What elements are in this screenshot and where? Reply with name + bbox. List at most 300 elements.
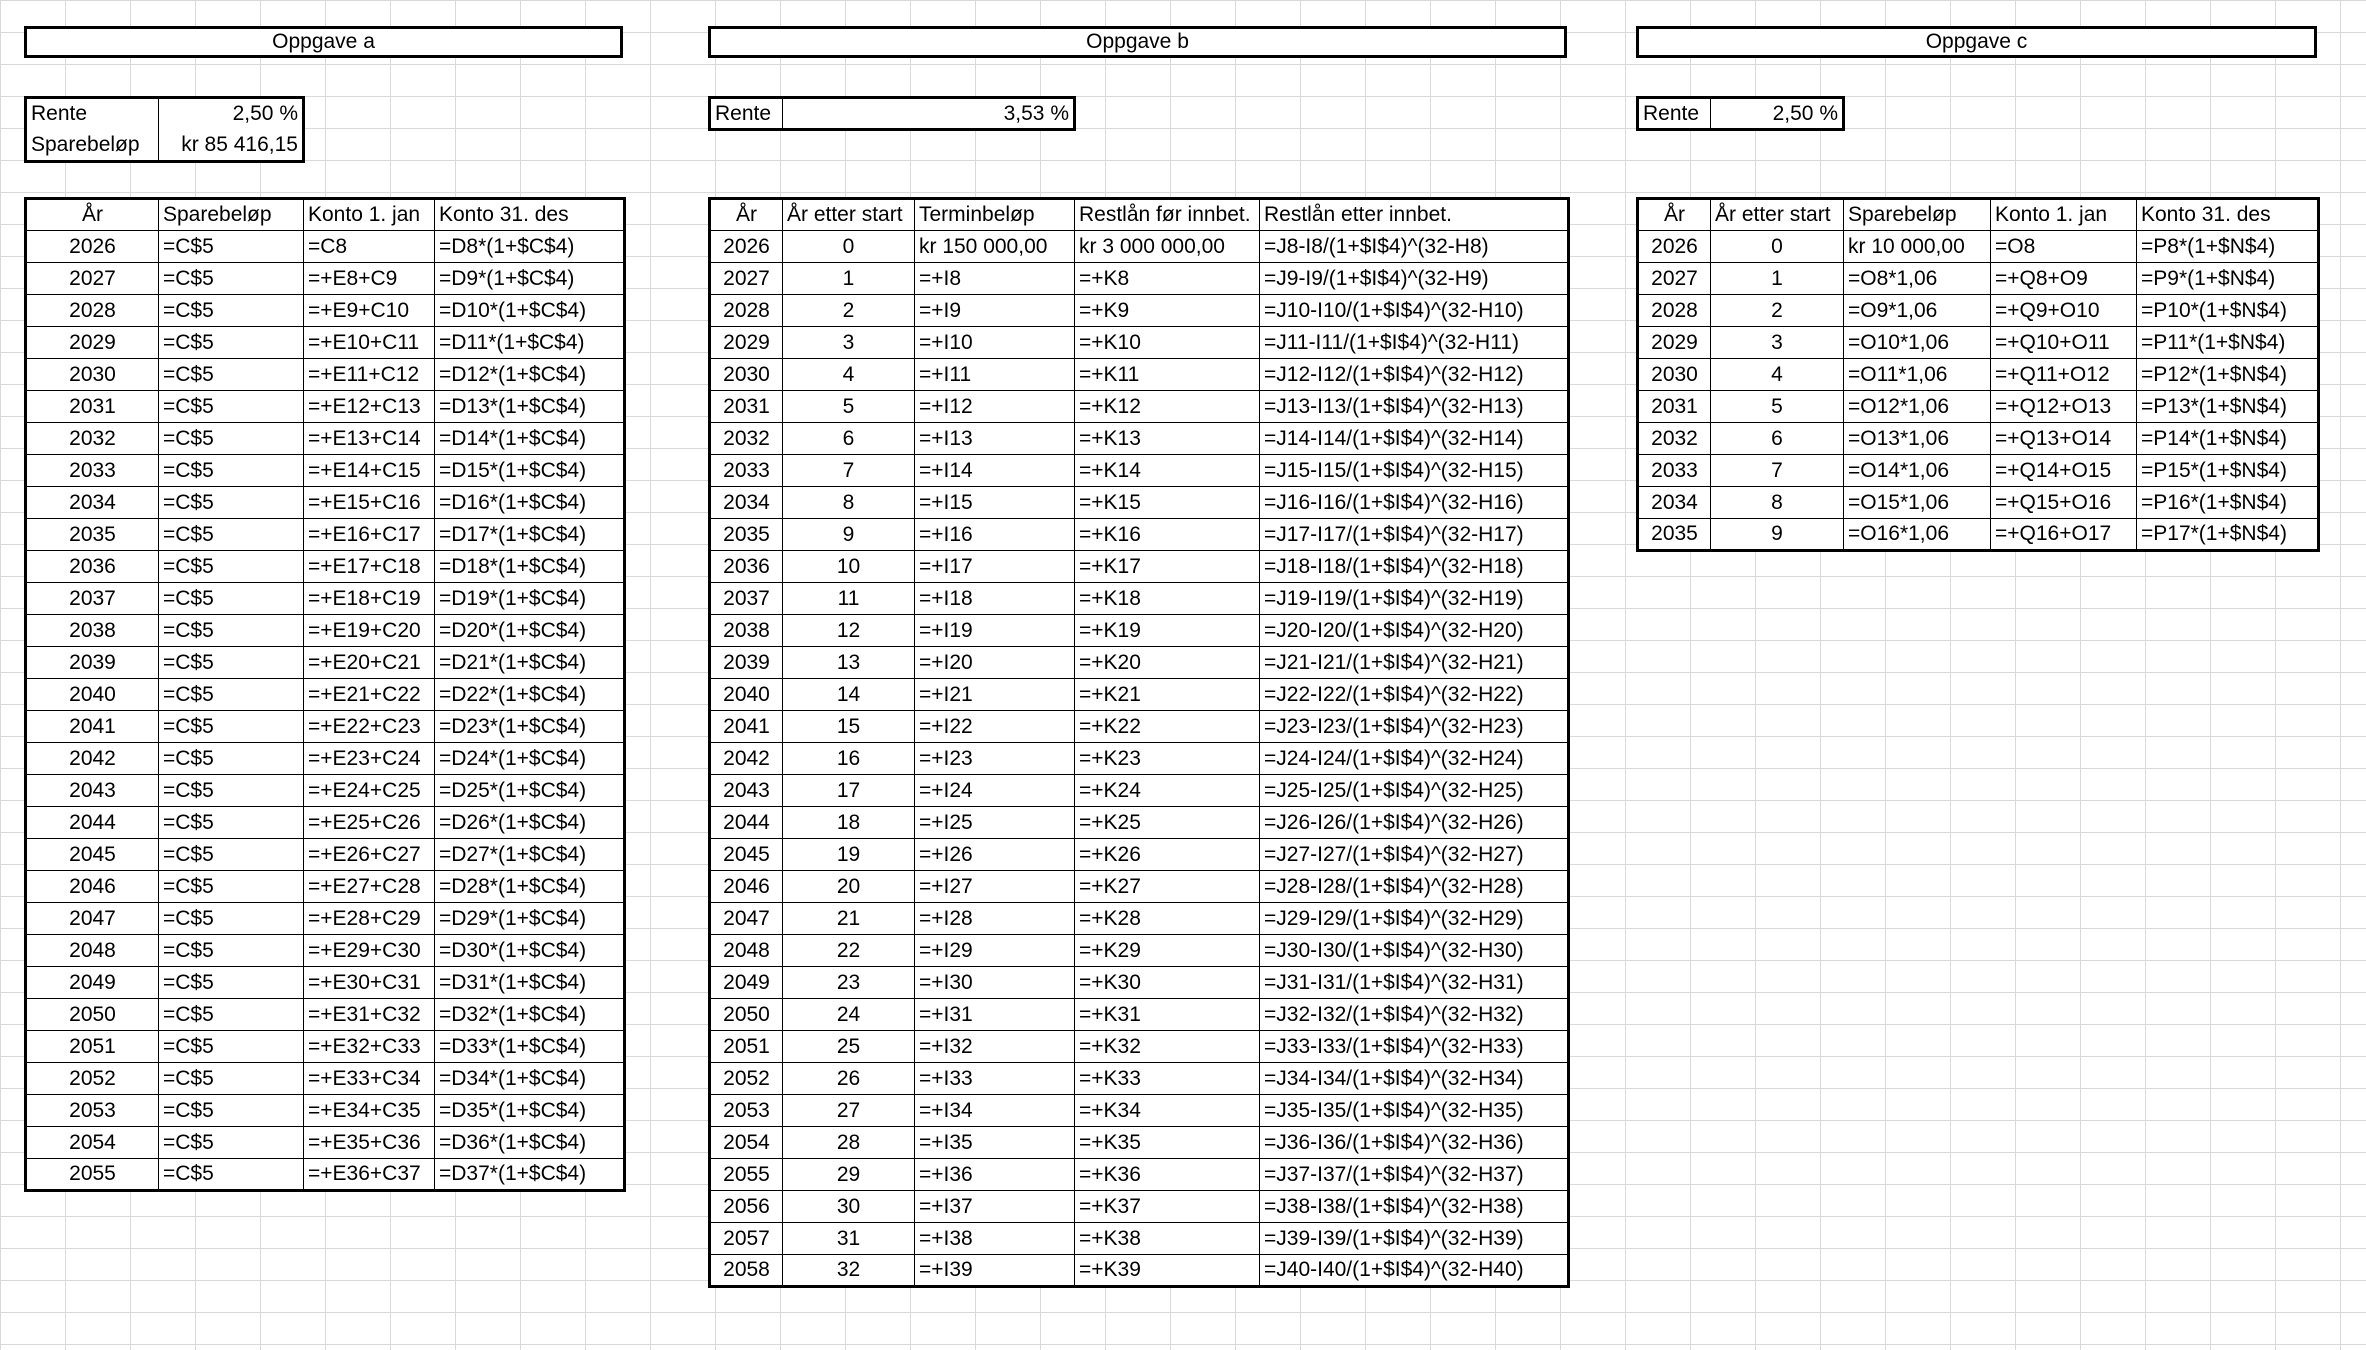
table-cell[interactable]: =+E32+C33 bbox=[304, 1031, 435, 1063]
year-cell[interactable]: 2034 bbox=[710, 487, 783, 519]
table-cell[interactable]: 0 bbox=[1711, 231, 1844, 263]
table-cell[interactable]: =+I20 bbox=[915, 647, 1075, 679]
table-cell[interactable]: =+K19 bbox=[1075, 615, 1260, 647]
table-cell[interactable]: =+K39 bbox=[1075, 1255, 1260, 1287]
table-cell[interactable]: 4 bbox=[1711, 359, 1844, 391]
column-header[interactable]: Konto 31. des bbox=[435, 199, 625, 231]
table-cell[interactable]: =J18-I18/(1+$I$4)^(32-H18) bbox=[1260, 551, 1569, 583]
year-cell[interactable]: 2035 bbox=[26, 519, 159, 551]
table-cell[interactable]: =+E21+C22 bbox=[304, 679, 435, 711]
table-cell[interactable]: =D11*(1+$C$4) bbox=[435, 327, 625, 359]
table-cell[interactable]: =+I10 bbox=[915, 327, 1075, 359]
table-cell[interactable]: 23 bbox=[783, 967, 915, 999]
year-cell[interactable]: 2034 bbox=[1638, 487, 1711, 519]
table-cell[interactable]: =+I39 bbox=[915, 1255, 1075, 1287]
table-cell[interactable]: =+E22+C23 bbox=[304, 711, 435, 743]
year-cell[interactable]: 2041 bbox=[710, 711, 783, 743]
table-cell[interactable]: 1 bbox=[1711, 263, 1844, 295]
year-cell[interactable]: 2053 bbox=[26, 1095, 159, 1127]
table-cell[interactable]: 3 bbox=[1711, 327, 1844, 359]
table-cell[interactable]: =+E36+C37 bbox=[304, 1159, 435, 1191]
table-cell[interactable]: =+K34 bbox=[1075, 1095, 1260, 1127]
table-cell[interactable]: =P16*(1+$N$4) bbox=[2137, 487, 2319, 519]
year-cell[interactable]: 2049 bbox=[710, 967, 783, 999]
table-cell[interactable]: 16 bbox=[783, 743, 915, 775]
param-value[interactable]: 2,50 % bbox=[159, 98, 304, 130]
table-cell[interactable]: =O9*1,06 bbox=[1844, 295, 1991, 327]
column-header[interactable]: Restlån før innbet. bbox=[1075, 199, 1260, 231]
table-cell[interactable]: =C$5 bbox=[159, 743, 304, 775]
year-cell[interactable]: 2032 bbox=[1638, 423, 1711, 455]
year-cell[interactable]: 2038 bbox=[710, 615, 783, 647]
table-cell[interactable]: =C$5 bbox=[159, 519, 304, 551]
table-cell[interactable]: =+K12 bbox=[1075, 391, 1260, 423]
year-cell[interactable]: 2026 bbox=[26, 231, 159, 263]
table-cell[interactable]: =O14*1,06 bbox=[1844, 455, 1991, 487]
param-value[interactable]: kr 85 416,15 bbox=[159, 130, 304, 162]
year-cell[interactable]: 2033 bbox=[26, 455, 159, 487]
column-header[interactable]: Konto 31. des bbox=[2137, 199, 2319, 231]
table-cell[interactable]: =+K15 bbox=[1075, 487, 1260, 519]
column-header-year[interactable]: År bbox=[26, 199, 159, 231]
table-cell[interactable]: =+I9 bbox=[915, 295, 1075, 327]
table-cell[interactable]: =+I28 bbox=[915, 903, 1075, 935]
year-cell[interactable]: 2026 bbox=[710, 231, 783, 263]
year-cell[interactable]: 2052 bbox=[710, 1063, 783, 1095]
table-cell[interactable]: =+I8 bbox=[915, 263, 1075, 295]
table-cell[interactable]: =+Q11+O12 bbox=[1991, 359, 2137, 391]
table-cell[interactable]: =C$5 bbox=[159, 455, 304, 487]
table-cell[interactable]: =C$5 bbox=[159, 263, 304, 295]
year-cell[interactable]: 2036 bbox=[710, 551, 783, 583]
column-header[interactable]: År etter start bbox=[783, 199, 915, 231]
table-cell[interactable]: 17 bbox=[783, 775, 915, 807]
column-header[interactable]: Restlån etter innbet. bbox=[1260, 199, 1569, 231]
table-cell[interactable]: =+K9 bbox=[1075, 295, 1260, 327]
table-cell[interactable]: =J9-I9/(1+$I$4)^(32-H9) bbox=[1260, 263, 1569, 295]
table-cell[interactable]: =+E17+C18 bbox=[304, 551, 435, 583]
year-cell[interactable]: 2055 bbox=[26, 1159, 159, 1191]
table-cell[interactable]: =D14*(1+$C$4) bbox=[435, 423, 625, 455]
table-cell[interactable]: =C8 bbox=[304, 231, 435, 263]
table-cell[interactable]: 18 bbox=[783, 807, 915, 839]
table-cell[interactable]: =+E11+C12 bbox=[304, 359, 435, 391]
table-cell[interactable]: =+K22 bbox=[1075, 711, 1260, 743]
table-cell[interactable]: =+Q10+O11 bbox=[1991, 327, 2137, 359]
table-cell[interactable]: =D17*(1+$C$4) bbox=[435, 519, 625, 551]
table-cell[interactable]: =J13-I13/(1+$I$4)^(32-H13) bbox=[1260, 391, 1569, 423]
table-cell[interactable]: =D8*(1+$C$4) bbox=[435, 231, 625, 263]
table-cell[interactable]: =+K38 bbox=[1075, 1223, 1260, 1255]
table-cell[interactable]: =C$5 bbox=[159, 423, 304, 455]
table-cell[interactable]: =+Q9+O10 bbox=[1991, 295, 2137, 327]
table-cell[interactable]: =+I17 bbox=[915, 551, 1075, 583]
table-cell[interactable]: =+Q12+O13 bbox=[1991, 391, 2137, 423]
table-cell[interactable]: =P15*(1+$N$4) bbox=[2137, 455, 2319, 487]
table-cell[interactable]: =D24*(1+$C$4) bbox=[435, 743, 625, 775]
table-cell[interactable]: =+K8 bbox=[1075, 263, 1260, 295]
table-cell[interactable]: =+I15 bbox=[915, 487, 1075, 519]
year-cell[interactable]: 2042 bbox=[710, 743, 783, 775]
table-cell[interactable]: =+K25 bbox=[1075, 807, 1260, 839]
table-cell[interactable]: =C$5 bbox=[159, 999, 304, 1031]
table-cell[interactable]: =D37*(1+$C$4) bbox=[435, 1159, 625, 1191]
year-cell[interactable]: 2055 bbox=[710, 1159, 783, 1191]
year-cell[interactable]: 2054 bbox=[26, 1127, 159, 1159]
year-cell[interactable]: 2027 bbox=[1638, 263, 1711, 295]
table-cell[interactable]: =P13*(1+$N$4) bbox=[2137, 391, 2319, 423]
table-cell[interactable]: =+I11 bbox=[915, 359, 1075, 391]
table-cell[interactable]: =O16*1,06 bbox=[1844, 519, 1991, 551]
table-cell[interactable]: =C$5 bbox=[159, 903, 304, 935]
table-cell[interactable]: =J35-I35/(1+$I$4)^(32-H35) bbox=[1260, 1095, 1569, 1127]
year-cell[interactable]: 2050 bbox=[710, 999, 783, 1031]
table-cell[interactable]: 8 bbox=[783, 487, 915, 519]
table-cell[interactable]: =+I14 bbox=[915, 455, 1075, 487]
table-cell[interactable]: =+E18+C19 bbox=[304, 583, 435, 615]
table-cell[interactable]: =J23-I23/(1+$I$4)^(32-H23) bbox=[1260, 711, 1569, 743]
column-header[interactable]: Konto 1. jan bbox=[1991, 199, 2137, 231]
year-cell[interactable]: 2051 bbox=[710, 1031, 783, 1063]
table-cell[interactable]: =C$5 bbox=[159, 711, 304, 743]
section-b-title[interactable]: Oppgave b bbox=[708, 26, 1567, 58]
table-cell[interactable]: =+I37 bbox=[915, 1191, 1075, 1223]
year-cell[interactable]: 2044 bbox=[710, 807, 783, 839]
table-cell[interactable]: =J37-I37/(1+$I$4)^(32-H37) bbox=[1260, 1159, 1569, 1191]
year-cell[interactable]: 2028 bbox=[1638, 295, 1711, 327]
section-a-title[interactable]: Oppgave a bbox=[24, 26, 623, 58]
year-cell[interactable]: 2030 bbox=[26, 359, 159, 391]
table-cell[interactable]: =C$5 bbox=[159, 231, 304, 263]
table-cell[interactable]: =J24-I24/(1+$I$4)^(32-H24) bbox=[1260, 743, 1569, 775]
year-cell[interactable]: 2048 bbox=[26, 935, 159, 967]
table-cell[interactable]: 28 bbox=[783, 1127, 915, 1159]
table-cell[interactable]: =P8*(1+$N$4) bbox=[2137, 231, 2319, 263]
table-cell[interactable]: =C$5 bbox=[159, 1095, 304, 1127]
table-cell[interactable]: =C$5 bbox=[159, 583, 304, 615]
table-cell[interactable]: kr 150 000,00 bbox=[915, 231, 1075, 263]
year-cell[interactable]: 2030 bbox=[1638, 359, 1711, 391]
year-cell[interactable]: 2053 bbox=[710, 1095, 783, 1127]
table-cell[interactable]: 7 bbox=[783, 455, 915, 487]
year-cell[interactable]: 2027 bbox=[710, 263, 783, 295]
year-cell[interactable]: 2029 bbox=[710, 327, 783, 359]
year-cell[interactable]: 2032 bbox=[710, 423, 783, 455]
table-cell[interactable]: =J40-I40/(1+$I$4)^(32-H40) bbox=[1260, 1255, 1569, 1287]
table-cell[interactable]: =+I26 bbox=[915, 839, 1075, 871]
table-cell[interactable]: =O8*1,06 bbox=[1844, 263, 1991, 295]
table-cell[interactable]: =+E16+C17 bbox=[304, 519, 435, 551]
table-cell[interactable]: 31 bbox=[783, 1223, 915, 1255]
table-cell[interactable]: =C$5 bbox=[159, 615, 304, 647]
table-cell[interactable]: =J21-I21/(1+$I$4)^(32-H21) bbox=[1260, 647, 1569, 679]
column-header[interactable]: Konto 1. jan bbox=[304, 199, 435, 231]
param-label[interactable]: Rente bbox=[26, 98, 159, 130]
table-cell[interactable]: =+K31 bbox=[1075, 999, 1260, 1031]
table-cell[interactable]: =J22-I22/(1+$I$4)^(32-H22) bbox=[1260, 679, 1569, 711]
table-cell[interactable]: =+K13 bbox=[1075, 423, 1260, 455]
table-cell[interactable]: 14 bbox=[783, 679, 915, 711]
table-cell[interactable]: =C$5 bbox=[159, 967, 304, 999]
year-cell[interactable]: 2029 bbox=[1638, 327, 1711, 359]
table-cell[interactable]: =P10*(1+$N$4) bbox=[2137, 295, 2319, 327]
table-cell[interactable]: =O10*1,06 bbox=[1844, 327, 1991, 359]
table-cell[interactable]: =+E10+C11 bbox=[304, 327, 435, 359]
table-cell[interactable]: =+E13+C14 bbox=[304, 423, 435, 455]
table-cell[interactable]: =+K27 bbox=[1075, 871, 1260, 903]
table-cell[interactable]: =J39-I39/(1+$I$4)^(32-H39) bbox=[1260, 1223, 1569, 1255]
table-cell[interactable]: =+K37 bbox=[1075, 1191, 1260, 1223]
table-cell[interactable]: =C$5 bbox=[159, 839, 304, 871]
table-cell[interactable]: =+I34 bbox=[915, 1095, 1075, 1127]
table-cell[interactable]: =O12*1,06 bbox=[1844, 391, 1991, 423]
year-cell[interactable]: 2058 bbox=[710, 1255, 783, 1287]
column-header[interactable]: Sparebeløp bbox=[1844, 199, 1991, 231]
table-cell[interactable]: =D36*(1+$C$4) bbox=[435, 1127, 625, 1159]
param-value[interactable]: 2,50 % bbox=[1711, 98, 1844, 130]
table-cell[interactable]: 2 bbox=[1711, 295, 1844, 327]
table-cell[interactable]: =C$5 bbox=[159, 1159, 304, 1191]
table-cell[interactable]: =+K18 bbox=[1075, 583, 1260, 615]
table-cell[interactable]: =D29*(1+$C$4) bbox=[435, 903, 625, 935]
table-cell[interactable]: =D9*(1+$C$4) bbox=[435, 263, 625, 295]
table-cell[interactable]: 0 bbox=[783, 231, 915, 263]
table-cell[interactable]: 8 bbox=[1711, 487, 1844, 519]
year-cell[interactable]: 2052 bbox=[26, 1063, 159, 1095]
table-cell[interactable]: 30 bbox=[783, 1191, 915, 1223]
table-cell[interactable]: =+I35 bbox=[915, 1127, 1075, 1159]
table-cell[interactable]: =+Q8+O9 bbox=[1991, 263, 2137, 295]
table-cell[interactable]: =P14*(1+$N$4) bbox=[2137, 423, 2319, 455]
year-cell[interactable]: 2039 bbox=[710, 647, 783, 679]
year-cell[interactable]: 2040 bbox=[26, 679, 159, 711]
year-cell[interactable]: 2028 bbox=[26, 295, 159, 327]
column-header[interactable]: Sparebeløp bbox=[159, 199, 304, 231]
table-cell[interactable]: =+E30+C31 bbox=[304, 967, 435, 999]
table-cell[interactable]: =D31*(1+$C$4) bbox=[435, 967, 625, 999]
table-cell[interactable]: =+E31+C32 bbox=[304, 999, 435, 1031]
table-cell[interactable]: =J17-I17/(1+$I$4)^(32-H17) bbox=[1260, 519, 1569, 551]
table-cell[interactable]: =+I29 bbox=[915, 935, 1075, 967]
table-cell[interactable]: 9 bbox=[1711, 519, 1844, 551]
year-cell[interactable]: 2047 bbox=[710, 903, 783, 935]
table-cell[interactable]: =+E27+C28 bbox=[304, 871, 435, 903]
table-cell[interactable]: =J33-I33/(1+$I$4)^(32-H33) bbox=[1260, 1031, 1569, 1063]
table-cell[interactable]: =+K29 bbox=[1075, 935, 1260, 967]
table-cell[interactable]: 24 bbox=[783, 999, 915, 1031]
table-cell[interactable]: 5 bbox=[1711, 391, 1844, 423]
table-cell[interactable]: =+I12 bbox=[915, 391, 1075, 423]
year-cell[interactable]: 2046 bbox=[26, 871, 159, 903]
table-cell[interactable]: =+E20+C21 bbox=[304, 647, 435, 679]
year-cell[interactable]: 2045 bbox=[26, 839, 159, 871]
table-cell[interactable]: 5 bbox=[783, 391, 915, 423]
param-label[interactable]: Rente bbox=[1638, 98, 1711, 130]
table-cell[interactable]: =+K28 bbox=[1075, 903, 1260, 935]
table-cell[interactable]: 1 bbox=[783, 263, 915, 295]
table-cell[interactable]: =+Q15+O16 bbox=[1991, 487, 2137, 519]
year-cell[interactable]: 2032 bbox=[26, 423, 159, 455]
table-cell[interactable]: =D16*(1+$C$4) bbox=[435, 487, 625, 519]
year-cell[interactable]: 2057 bbox=[710, 1223, 783, 1255]
table-cell[interactable]: =J31-I31/(1+$I$4)^(32-H31) bbox=[1260, 967, 1569, 999]
year-cell[interactable]: 2042 bbox=[26, 743, 159, 775]
table-cell[interactable]: =+I23 bbox=[915, 743, 1075, 775]
table-cell[interactable]: =O8 bbox=[1991, 231, 2137, 263]
table-cell[interactable]: =+I36 bbox=[915, 1159, 1075, 1191]
table-cell[interactable]: =C$5 bbox=[159, 359, 304, 391]
year-cell[interactable]: 2048 bbox=[710, 935, 783, 967]
table-cell[interactable]: =+E34+C35 bbox=[304, 1095, 435, 1127]
table-cell[interactable]: 6 bbox=[1711, 423, 1844, 455]
table-cell[interactable]: =D26*(1+$C$4) bbox=[435, 807, 625, 839]
table-cell[interactable]: =C$5 bbox=[159, 807, 304, 839]
year-cell[interactable]: 2050 bbox=[26, 999, 159, 1031]
column-header[interactable]: År etter start bbox=[1711, 199, 1844, 231]
table-cell[interactable]: =C$5 bbox=[159, 647, 304, 679]
table-cell[interactable]: =+K14 bbox=[1075, 455, 1260, 487]
table-cell[interactable]: =P17*(1+$N$4) bbox=[2137, 519, 2319, 551]
table-cell[interactable]: =J36-I36/(1+$I$4)^(32-H36) bbox=[1260, 1127, 1569, 1159]
year-cell[interactable]: 2030 bbox=[710, 359, 783, 391]
table-cell[interactable]: 7 bbox=[1711, 455, 1844, 487]
table-cell[interactable]: =D27*(1+$C$4) bbox=[435, 839, 625, 871]
table-cell[interactable]: 21 bbox=[783, 903, 915, 935]
table-cell[interactable]: =+I21 bbox=[915, 679, 1075, 711]
table-cell[interactable]: =C$5 bbox=[159, 935, 304, 967]
table-cell[interactable]: =+I13 bbox=[915, 423, 1075, 455]
table-cell[interactable]: =+E19+C20 bbox=[304, 615, 435, 647]
year-cell[interactable]: 2038 bbox=[26, 615, 159, 647]
table-cell[interactable]: 6 bbox=[783, 423, 915, 455]
table-cell[interactable]: =C$5 bbox=[159, 327, 304, 359]
table-cell[interactable]: =C$5 bbox=[159, 1063, 304, 1095]
table-cell[interactable]: =+K36 bbox=[1075, 1159, 1260, 1191]
table-cell[interactable]: =C$5 bbox=[159, 775, 304, 807]
table-cell[interactable]: =D35*(1+$C$4) bbox=[435, 1095, 625, 1127]
table-cell[interactable]: =+I32 bbox=[915, 1031, 1075, 1063]
table-cell[interactable]: 9 bbox=[783, 519, 915, 551]
table-cell[interactable]: 3 bbox=[783, 327, 915, 359]
table-cell[interactable]: =P12*(1+$N$4) bbox=[2137, 359, 2319, 391]
column-header-year[interactable]: År bbox=[710, 199, 783, 231]
param-value[interactable]: 3,53 % bbox=[783, 98, 1075, 130]
year-cell[interactable]: 2029 bbox=[26, 327, 159, 359]
table-cell[interactable]: =D12*(1+$C$4) bbox=[435, 359, 625, 391]
table-cell[interactable]: =O13*1,06 bbox=[1844, 423, 1991, 455]
table-cell[interactable]: =+K30 bbox=[1075, 967, 1260, 999]
table-cell[interactable]: =C$5 bbox=[159, 871, 304, 903]
table-cell[interactable]: 26 bbox=[783, 1063, 915, 1095]
year-cell[interactable]: 2039 bbox=[26, 647, 159, 679]
table-cell[interactable]: =J25-I25/(1+$I$4)^(32-H25) bbox=[1260, 775, 1569, 807]
table-cell[interactable]: =J16-I16/(1+$I$4)^(32-H16) bbox=[1260, 487, 1569, 519]
table-cell[interactable]: =+E35+C36 bbox=[304, 1127, 435, 1159]
table-cell[interactable]: =+Q16+O17 bbox=[1991, 519, 2137, 551]
table-cell[interactable]: =J10-I10/(1+$I$4)^(32-H10) bbox=[1260, 295, 1569, 327]
table-cell[interactable]: =D32*(1+$C$4) bbox=[435, 999, 625, 1031]
table-cell[interactable]: 29 bbox=[783, 1159, 915, 1191]
table-cell[interactable]: 22 bbox=[783, 935, 915, 967]
year-cell[interactable]: 2026 bbox=[1638, 231, 1711, 263]
table-cell[interactable]: =C$5 bbox=[159, 679, 304, 711]
year-cell[interactable]: 2040 bbox=[710, 679, 783, 711]
year-cell[interactable]: 2037 bbox=[26, 583, 159, 615]
year-cell[interactable]: 2045 bbox=[710, 839, 783, 871]
year-cell[interactable]: 2031 bbox=[710, 391, 783, 423]
year-cell[interactable]: 2034 bbox=[26, 487, 159, 519]
table-cell[interactable]: =+E9+C10 bbox=[304, 295, 435, 327]
table-cell[interactable]: =J38-I38/(1+$I$4)^(32-H38) bbox=[1260, 1191, 1569, 1223]
table-cell[interactable]: =+Q13+O14 bbox=[1991, 423, 2137, 455]
table-cell[interactable]: =J12-I12/(1+$I$4)^(32-H12) bbox=[1260, 359, 1569, 391]
year-cell[interactable]: 2054 bbox=[710, 1127, 783, 1159]
table-cell[interactable]: =+K33 bbox=[1075, 1063, 1260, 1095]
table-cell[interactable]: =D18*(1+$C$4) bbox=[435, 551, 625, 583]
year-cell[interactable]: 2041 bbox=[26, 711, 159, 743]
year-cell[interactable]: 2043 bbox=[26, 775, 159, 807]
table-cell[interactable]: =+E33+C34 bbox=[304, 1063, 435, 1095]
table-cell[interactable]: =+I33 bbox=[915, 1063, 1075, 1095]
year-cell[interactable]: 2037 bbox=[710, 583, 783, 615]
table-cell[interactable]: kr 3 000 000,00 bbox=[1075, 231, 1260, 263]
year-cell[interactable]: 2028 bbox=[710, 295, 783, 327]
table-cell[interactable]: =J19-I19/(1+$I$4)^(32-H19) bbox=[1260, 583, 1569, 615]
table-cell[interactable]: =J15-I15/(1+$I$4)^(32-H15) bbox=[1260, 455, 1569, 487]
table-cell[interactable]: =J34-I34/(1+$I$4)^(32-H34) bbox=[1260, 1063, 1569, 1095]
table-cell[interactable]: 4 bbox=[783, 359, 915, 391]
table-cell[interactable]: =D10*(1+$C$4) bbox=[435, 295, 625, 327]
table-cell[interactable]: =+E24+C25 bbox=[304, 775, 435, 807]
table-cell[interactable]: =J14-I14/(1+$I$4)^(32-H14) bbox=[1260, 423, 1569, 455]
table-cell[interactable]: =+K24 bbox=[1075, 775, 1260, 807]
table-cell[interactable]: =C$5 bbox=[159, 1031, 304, 1063]
table-cell[interactable]: =+E12+C13 bbox=[304, 391, 435, 423]
table-cell[interactable]: =D13*(1+$C$4) bbox=[435, 391, 625, 423]
table-cell[interactable]: =+I38 bbox=[915, 1223, 1075, 1255]
table-cell[interactable]: =J8-I8/(1+$I$4)^(32-H8) bbox=[1260, 231, 1569, 263]
table-cell[interactable]: =+E26+C27 bbox=[304, 839, 435, 871]
table-cell[interactable]: =J28-I28/(1+$I$4)^(32-H28) bbox=[1260, 871, 1569, 903]
year-cell[interactable]: 2027 bbox=[26, 263, 159, 295]
table-cell[interactable]: =J26-I26/(1+$I$4)^(32-H26) bbox=[1260, 807, 1569, 839]
table-cell[interactable]: =+K23 bbox=[1075, 743, 1260, 775]
table-cell[interactable]: =+K35 bbox=[1075, 1127, 1260, 1159]
year-cell[interactable]: 2033 bbox=[710, 455, 783, 487]
table-cell[interactable]: =D23*(1+$C$4) bbox=[435, 711, 625, 743]
table-cell[interactable]: 2 bbox=[783, 295, 915, 327]
year-cell[interactable]: 2056 bbox=[710, 1191, 783, 1223]
table-cell[interactable]: =C$5 bbox=[159, 551, 304, 583]
table-cell[interactable]: =C$5 bbox=[159, 295, 304, 327]
table-cell[interactable]: =J11-I11/(1+$I$4)^(32-H11) bbox=[1260, 327, 1569, 359]
table-cell[interactable]: =+I16 bbox=[915, 519, 1075, 551]
table-cell[interactable]: =+K20 bbox=[1075, 647, 1260, 679]
table-cell[interactable]: 15 bbox=[783, 711, 915, 743]
table-cell[interactable]: 10 bbox=[783, 551, 915, 583]
table-cell[interactable]: 27 bbox=[783, 1095, 915, 1127]
table-cell[interactable]: =D30*(1+$C$4) bbox=[435, 935, 625, 967]
table-cell[interactable]: =+K10 bbox=[1075, 327, 1260, 359]
param-label[interactable]: Sparebeløp bbox=[26, 130, 159, 162]
table-cell[interactable]: =D19*(1+$C$4) bbox=[435, 583, 625, 615]
table-cell[interactable]: =+K26 bbox=[1075, 839, 1260, 871]
table-cell[interactable]: 19 bbox=[783, 839, 915, 871]
year-cell[interactable]: 2035 bbox=[710, 519, 783, 551]
year-cell[interactable]: 2031 bbox=[26, 391, 159, 423]
table-cell[interactable]: =+E8+C9 bbox=[304, 263, 435, 295]
column-header-year[interactable]: År bbox=[1638, 199, 1711, 231]
